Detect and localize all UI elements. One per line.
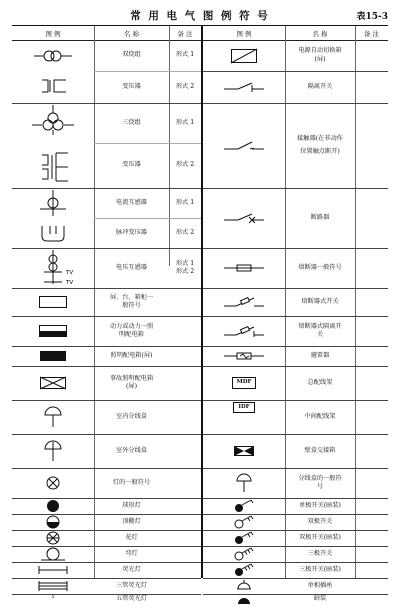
name-cell: 动力或动力一照 明配电箱 xyxy=(109,322,154,338)
header-remark: 备 注 xyxy=(177,30,193,38)
name-cell: 隔离开关 xyxy=(307,82,333,90)
table-row xyxy=(12,530,201,547)
name-cell: 暗装 xyxy=(313,595,327,602)
table-row xyxy=(203,248,388,289)
table-row xyxy=(203,498,388,515)
concealed-socket-icon xyxy=(203,594,285,610)
remark-cell: 形式 2 xyxy=(175,161,195,169)
page-title: 常 用 电 气 图 例 符 号 xyxy=(130,10,270,22)
table-row xyxy=(12,400,201,435)
header-remark: 备 注 xyxy=(363,30,380,38)
chandelier-icon xyxy=(12,530,94,546)
table-row xyxy=(12,546,201,563)
circuit-breaker-icon xyxy=(203,188,285,248)
name-cell: 双极开关 xyxy=(307,517,333,525)
name-cell: 五管荧光灯 xyxy=(116,595,147,602)
table-number: 表15-3 xyxy=(356,12,388,22)
name-cell: 熔断器一般符号 xyxy=(298,263,342,271)
name-cell: 变压器 xyxy=(122,82,141,90)
table-row xyxy=(12,366,201,401)
name-cell: 避雷器 xyxy=(310,351,330,359)
outdoor-junction-box-icon xyxy=(12,434,94,468)
name-cell: 三极开关 xyxy=(307,549,333,557)
fluorescent-lamp-icon xyxy=(12,562,94,578)
lamp-icon xyxy=(12,468,94,498)
name-cell: 电压互感器 xyxy=(116,263,147,271)
remark-cell: 形式 2 xyxy=(175,228,195,236)
table-row xyxy=(12,578,201,595)
header-name: 名 称 xyxy=(312,30,328,38)
table-row xyxy=(12,468,201,499)
mdf-icon: MDF xyxy=(203,366,285,400)
table-row xyxy=(203,562,388,579)
single-pole-switch-concealed-icon xyxy=(203,498,285,514)
remark-cell: 形式 2 xyxy=(175,82,195,90)
single-phase-socket-icon xyxy=(203,578,285,594)
table-row xyxy=(12,316,201,347)
left-half xyxy=(12,26,201,602)
ceiling-lamp-icon xyxy=(12,514,94,530)
name-cell: 熔断器式开关 xyxy=(301,297,339,305)
remark-cell: 形式 1 xyxy=(175,118,195,126)
name-cell: 三绕组 xyxy=(122,118,141,126)
double-pole-switch-icon xyxy=(203,514,285,530)
symbol-table xyxy=(12,25,388,602)
table-row xyxy=(203,366,388,401)
fuse-icon xyxy=(203,248,285,288)
name-cell: 双极开关(暗装) xyxy=(299,533,341,541)
five-tube-fluorescent-lamp-icon: 5 xyxy=(51,594,55,600)
name-cell: 照明配电箱(屏) xyxy=(110,351,153,359)
name-cell: 荧光灯 xyxy=(122,565,141,573)
name-cell: 球形灯 xyxy=(122,501,141,509)
header-row xyxy=(12,26,201,41)
table-row xyxy=(12,288,201,317)
name-cell: 室外分线盒 xyxy=(116,446,147,454)
name-cell: 脉冲变压器 xyxy=(116,228,147,236)
table-row xyxy=(12,562,201,579)
triple-fluorescent-lamp-icon xyxy=(12,578,94,594)
double-pole-switch-concealed-icon xyxy=(203,530,285,546)
auto-transfer-box-icon xyxy=(203,40,285,71)
table-row xyxy=(94,103,201,144)
globe-lamp-icon xyxy=(12,498,94,514)
name-cell: 电流互感器 xyxy=(116,198,147,206)
name-cell: 双绕组 xyxy=(122,51,141,59)
three-pole-switch-icon xyxy=(203,546,285,562)
three-pole-switch-concealed-icon xyxy=(203,562,285,578)
bracket-lamp-icon xyxy=(12,546,94,562)
remark-cell: 形式 1 形式 2 xyxy=(175,259,195,275)
name-cell: 壁盒交接箱 xyxy=(304,446,336,454)
emergency-distribution-box-icon xyxy=(12,366,94,400)
table-row xyxy=(12,434,201,469)
name-cell: 弯灯 xyxy=(125,549,138,557)
remark-cell: 形式 1 xyxy=(175,198,195,206)
name-cell: 花灯 xyxy=(125,533,138,541)
name-cell: 三极开关(暗装) xyxy=(299,565,341,573)
name-cell: 灯的一般符号 xyxy=(112,478,151,486)
remark-cell: 形式 1 xyxy=(175,51,195,59)
name-cell: 屏、台、箱柜一 般符号 xyxy=(109,293,154,309)
power-distribution-box-icon xyxy=(12,316,94,346)
tv-label: TV xyxy=(66,270,74,276)
three-winding-transformer-icon xyxy=(12,103,94,188)
name-cell: 事故照明配电箱 (屏) xyxy=(109,374,154,390)
table-row xyxy=(94,40,201,72)
two-winding-transformer-icon xyxy=(12,40,94,103)
name-cell: 室内分线盒 xyxy=(116,412,147,420)
wall-cross-connect-box-icon xyxy=(203,434,285,468)
table-row xyxy=(203,514,388,531)
junction-box-icon xyxy=(203,468,285,498)
header-symbol: 图 例 xyxy=(236,30,252,38)
table-row xyxy=(203,578,388,595)
header-symbol: 图 例 xyxy=(45,30,61,38)
panel-box-icon xyxy=(12,288,94,316)
table-row xyxy=(203,288,388,317)
current-transformer-icon xyxy=(12,188,94,248)
idf-icon: IDF xyxy=(203,400,285,434)
name-cell: 单相插座 xyxy=(307,581,333,589)
arrester-icon xyxy=(203,346,285,366)
table-row xyxy=(94,188,201,219)
contactor-icon xyxy=(203,103,285,188)
table-row xyxy=(203,594,388,610)
name-cell: 单极开关(暗装) xyxy=(299,501,341,509)
name-cell: 总配线架 xyxy=(307,378,333,386)
header-row xyxy=(203,26,388,41)
name-cell: 变压器 xyxy=(122,161,141,169)
table-row xyxy=(203,71,388,104)
table-row xyxy=(203,468,388,499)
table-row xyxy=(203,530,388,547)
name-cell: 接触器(在非动作 位置触点断开) xyxy=(297,135,343,155)
table-row xyxy=(203,346,388,367)
name-cell: 断路器 xyxy=(310,213,330,221)
indoor-junction-box-icon xyxy=(12,400,94,434)
table-row xyxy=(203,400,388,435)
fuse-disconnector-icon xyxy=(203,316,285,346)
tv-label: TV xyxy=(66,280,74,286)
name-cell: 顶棚灯 xyxy=(122,517,141,525)
voltage-transformer-icon xyxy=(12,248,94,288)
table-row xyxy=(203,434,388,469)
table-row xyxy=(12,594,201,610)
table-row xyxy=(203,316,388,347)
name-cell: 分线盒的一般符 号 xyxy=(298,474,342,490)
table-row xyxy=(203,188,388,249)
table-row xyxy=(203,40,388,72)
right-half xyxy=(203,26,388,602)
name-cell: 熔断器式隔离开 关 xyxy=(298,322,342,338)
name-cell: 电源自动切换箱 (屏) xyxy=(298,47,342,63)
table-row xyxy=(203,546,388,563)
name-cell: 中间配线架 xyxy=(304,412,336,420)
header-name: 名 称 xyxy=(123,30,140,38)
table-row xyxy=(12,346,201,367)
disconnector-icon xyxy=(203,71,285,103)
table-row xyxy=(203,103,388,189)
name-cell: 三管荧光灯 xyxy=(116,581,147,589)
table-row xyxy=(12,498,201,515)
fuse-switch-icon xyxy=(203,288,285,316)
lighting-distribution-box-icon xyxy=(12,346,94,366)
table-row xyxy=(12,514,201,531)
